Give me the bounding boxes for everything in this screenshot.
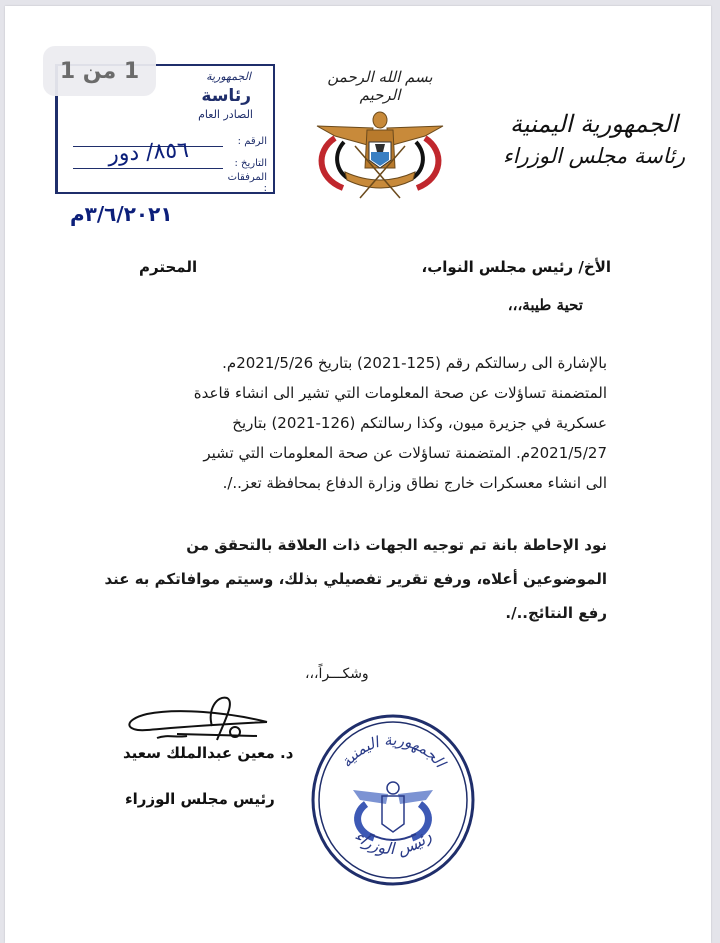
page-counter-badge: 1 من 1 [43, 46, 156, 96]
stamp-line-republic: الجمهورية [206, 70, 251, 83]
stamp-line-outgoing: الصادر العام [198, 108, 253, 121]
round-stamp-top-text: الجمهورية اليمنية [337, 730, 450, 771]
handwritten-date: ٣/٦/٢٠٢١م [70, 202, 173, 226]
country-name: الجمهورية اليمنية [509, 110, 679, 138]
handwritten-reference-number: ٨٥٦/ دور [107, 137, 190, 168]
signer-title: رئيس مجلس الوزراء [125, 790, 275, 808]
letterhead-title [499, 110, 689, 168]
letter-paragraph-1 [47, 348, 607, 498]
paragraph-line: بالإشارة الى رسالتكم رقم (125-2021) بتاريخ 2021/5/26م. [222, 354, 607, 372]
basmala: بسم الله الرحمن الرحيم [327, 68, 433, 104]
honorific: المحترم [139, 258, 198, 276]
paragraph-line: نود الإحاطة بانة تم توجيه الجهات ذات العلاقة بالتحقق من [186, 536, 607, 554]
stamp-attachments-label: المرفقات : [227, 172, 267, 194]
round-stamp-bottom-text: رئيس الوزراء [350, 826, 436, 859]
stamp-attachments-row [73, 172, 267, 194]
stamp-attachments-line [73, 175, 223, 194]
stamp-line-presidency: رئاسة [201, 86, 251, 106]
stamp-date-label: التاريخ : [234, 158, 267, 169]
svg-text:الجمهورية اليمنية [337, 731, 450, 772]
letter-paragraph-2 [47, 528, 607, 630]
paragraph-line: 2021/5/27م. المتضمنة تساؤلات عن صحة المعلومات التي تشير [203, 444, 607, 462]
addressee: الأخ/ رئيس مجلس النواب، [421, 258, 611, 276]
office-name: رئاسة مجلس الوزراء [502, 144, 686, 168]
document-page [5, 6, 711, 943]
paragraph-line: المتضمنة تساؤلات عن صحة المعلومات التي تشير الى انشاء قاعدة [193, 384, 607, 402]
signer-name: د. معين عبدالملك سعيد [123, 744, 294, 762]
stamp-number-label: الرقم : [237, 136, 267, 147]
yemen-eagle-emblem-icon [305, 106, 455, 201]
closing: وشكـــراً،،، [305, 666, 369, 682]
paragraph-line: الى انشاء معسكرات خارج نطاق وزارة الدفاع بمحافظة تعز../. [222, 474, 607, 492]
official-round-stamp-icon [308, 712, 478, 888]
paragraph-line: عسكرية في جزيرة ميون، وكذا رسالتكم (126-2021) بتاريخ [232, 414, 607, 432]
paragraph-line: الموضوعين أعلاه، ورفع تقرير تفصيلي بذلك، وسيتم موافاتكم به عند [104, 570, 607, 588]
greeting: تحية طيبة،،، [507, 296, 583, 314]
paragraph-line: رفع النتائج../. [505, 604, 607, 622]
